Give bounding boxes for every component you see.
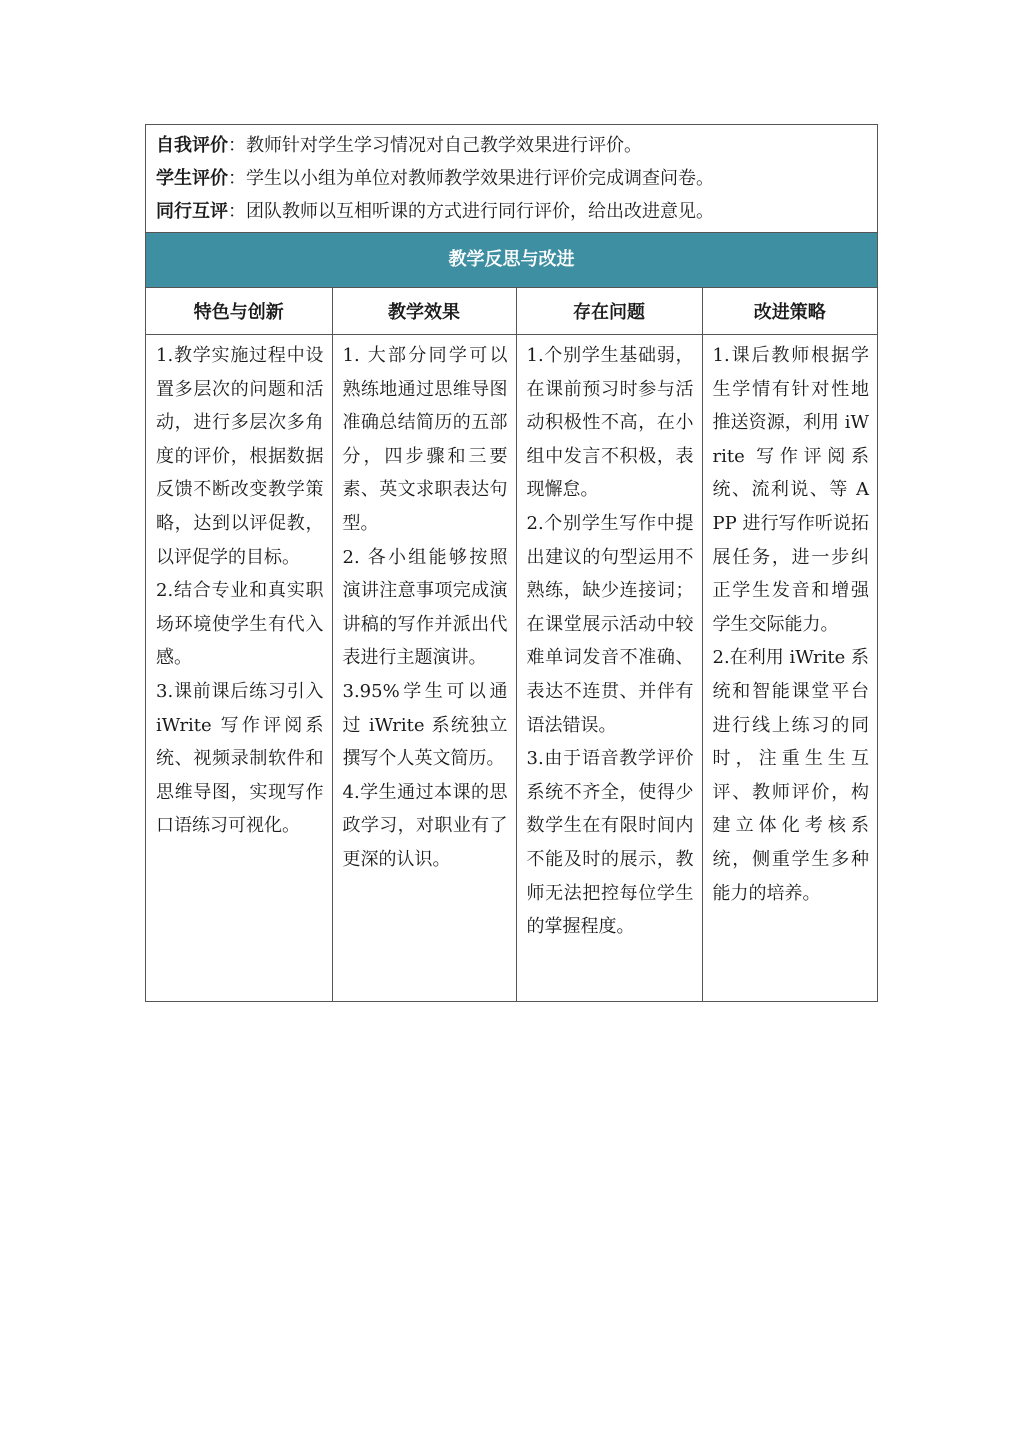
column-header-effects: 教学效果 — [332, 288, 516, 335]
effects-item-4: 4.学生通过本课的思政学习，对职业有了更深的认识。 — [342, 781, 508, 870]
column-header-strategies: 改进策略 — [702, 288, 877, 335]
reflection-sheet — [145, 124, 878, 1002]
reflection-table — [146, 288, 877, 1001]
features-item-3: 3.课前课后练习引入 iWrite 写作评阅系统、视频录制软件和思维导图，实现写作口语练习可视化。 — [156, 680, 324, 837]
student-evaluation-text: ：学生以小组为单位对教师教学效果进行评价完成调查问卷。 — [228, 168, 714, 189]
self-evaluation-label: 自我评价 — [156, 135, 228, 156]
features-item-2: 2.结合专业和真实职场环境使学生有代入感。 — [156, 580, 324, 669]
strategies-cell — [702, 335, 877, 1001]
table-row — [146, 335, 877, 1001]
problems-item-3: 3.由于语音教学评价系统不齐全，使得少数学生在有限时间内不能及时的展示，教师无法把控每位学生的掌握程度。 — [526, 748, 694, 938]
effects-item-1: 1. 大部分同学可以熟练地通过思维导图准确总结简历的五部分，四步骤和三要素、英文求职表达句型。 — [342, 345, 508, 534]
table-header-row — [146, 288, 877, 335]
column-header-problems: 存在问题 — [516, 288, 702, 335]
features-cell — [146, 335, 332, 1001]
problems-item-1: 1.个别学生基础弱，在课前预习时参与活动积极性不高，在小组中发言不积极，表现懈怠。 — [526, 345, 694, 501]
student-evaluation-label: 学生评价 — [156, 168, 228, 189]
column-header-features: 特色与创新 — [146, 288, 332, 335]
problems-cell — [516, 335, 702, 1001]
effects-item-2: 2. 各小组能够按照演讲注意事项完成演讲稿的写作并派出代表进行主题演讲。 — [342, 546, 508, 669]
strategies-item-1: 1.课后教师根据学生学情有针对性地推送资源，利用 iWrite 写作评阅系统、流利说、等 APP 进行写作听说拓展任务，进一步纠正学生发音和增强学生交际能力。 — [712, 345, 869, 635]
self-evaluation-text: ：教师针对学生学习情况对自己教学效果进行评价。 — [228, 135, 642, 156]
peer-evaluation-text: ：团队教师以互相听课的方式进行同行评价，给出改进意见。 — [228, 201, 714, 222]
effects-cell — [332, 335, 516, 1001]
peer-evaluation-line — [156, 195, 867, 228]
strategies-item-2: 2.在利用 iWrite 系统和智能课堂平台进行线上练习的同时，注重生生互评、教师评价，构建立体化考核系统，侧重学生多种能力的培养。 — [712, 647, 869, 904]
student-evaluation-line — [156, 162, 867, 195]
problems-item-2: 2.个别学生写作中提出建议的句型运用不熟练，缺少连接词；在课堂展示活动中较难单词发音不准确、表达不连贯、并伴有语法错误。 — [526, 512, 694, 736]
peer-evaluation-label: 同行互评 — [156, 201, 228, 222]
features-item-1: 1.教学实施过程中设置多层次的问题和活动，进行多层次多角度的评价，根据数据反馈不断改变教学策略，达到以评促教，以评促学的目标。 — [156, 345, 324, 568]
effects-item-3: 3.95%学生可以通过 iWrite 系统独立撰写个人英文简历。 — [342, 680, 508, 770]
section-title: 教学反思与改进 — [146, 233, 877, 288]
evaluation-block — [146, 125, 877, 233]
self-evaluation-line — [156, 129, 867, 162]
